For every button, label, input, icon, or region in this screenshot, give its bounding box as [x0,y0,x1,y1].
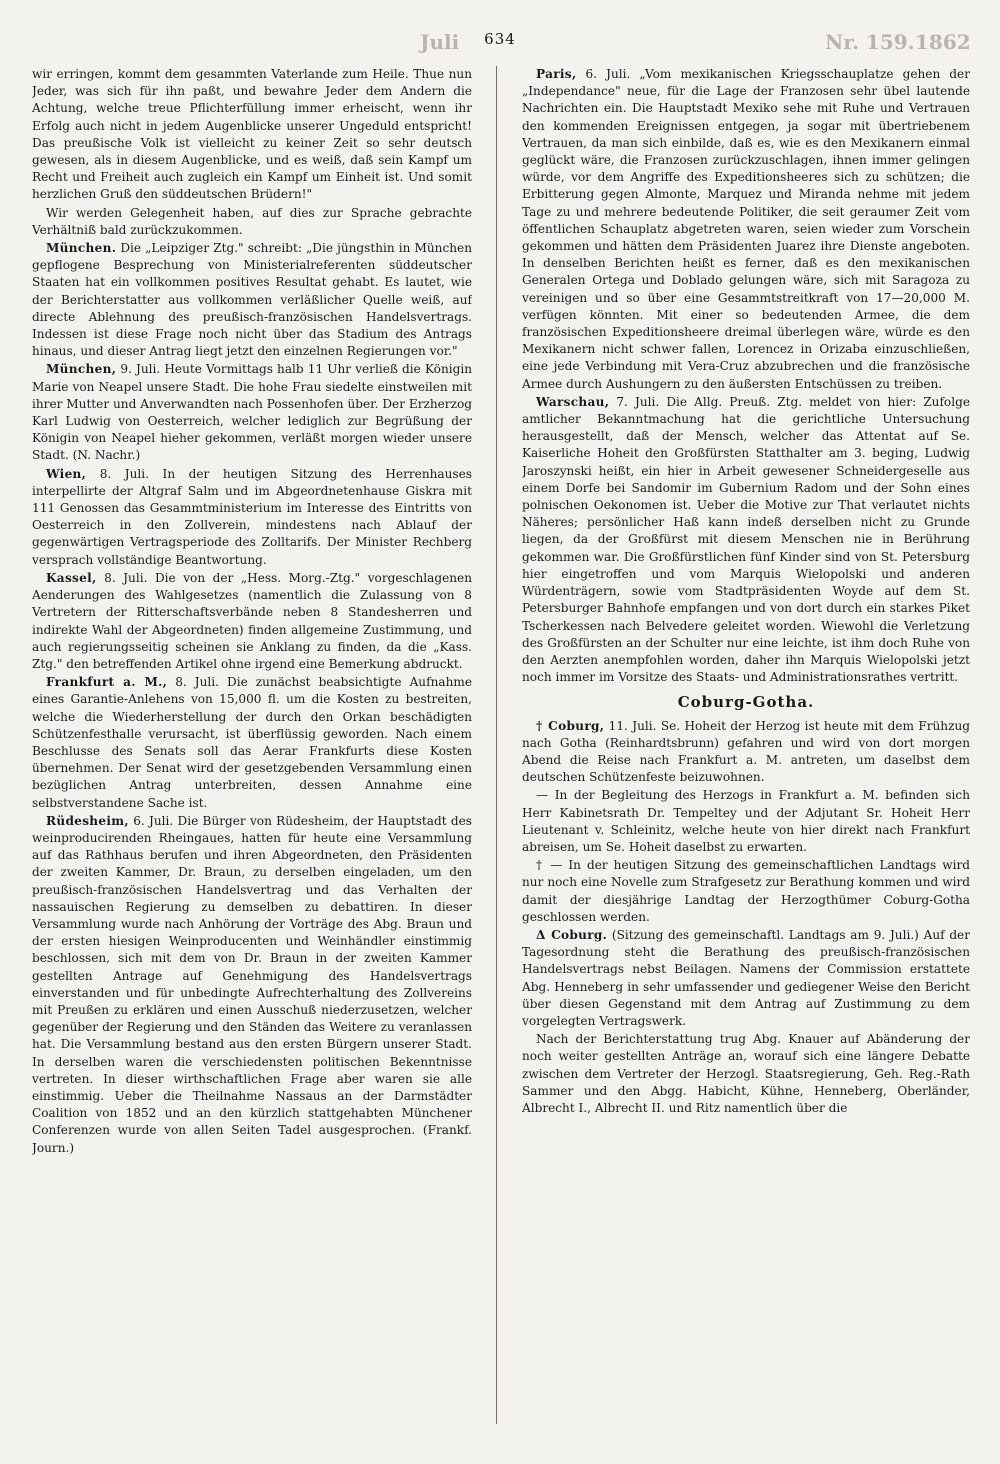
article-text: wir erringen, kommt dem gesammten Vaterlande zum Heile. Thue nun Jeder, was sich für ihn paßt, und bewahre Jeder dem Andern die Achtung, welche treue Pflichterfüllung immer erheischt, wenn ihr Erfolg auch nicht in jedem Augenblicke unserer Ungeduld entspricht! Das preußische Volk ist vielleicht zu keiner Zeit so sehr deutsch gewesen, als in diesem Augenblicke, und es weiß, daß sein Kampf um Recht und Freiheit auch zugleich ein Kampf um Einheit ist. Und somit herzlichen Gruß den süddeutschen Brüdern!" [32,67,472,202]
right-column [522,66,970,1424]
article-text: 7. Juli. Die Allg. Preuß. Ztg. meldet von hier: Zufolge amtlicher Bekanntmachung hat die gerichtliche Untersuchung herausgestellt, daß der Mensch, welcher das Attentat auf Se. Kaiserliche Hoheit den Großfürsten Statthalter am 3. beging, Ludwig Jaroszynski heißt, ein hier in Arbeit gewesener Schneidergeselle aus einem Dorfe bei Sandomir im Gubernium Radom und der Sohn eines polnischen Oekonomen ist. Ueber die Motive zur That verlautet nichts Näheres; persönlicher Haß kann indeß derselben nicht zu Grunde liegen, da der Großfürst mit diesem Menschen nie in Berührung gekommen war. Die Großfürstlichen fünf Kinder sind von St. Petersburg hier eingetroffen und vom Marquis Wielopolski und anderen Würdenträgern, sowie vom Stadtpräsidenten Woyde auf dem St. Petersburger Bahnhofe empfangen und von dort durch ein starkes Piket Tscherkessen nach Belvedere geleitet worden. Wiewohl die Verletzung des Großfürsten an der Schulter nur eine leichte, ist ihm doch Ruhe von den Aerzten anempfohlen worden, daher ihn Marquis Wielopolski jetzt noch immer im Vorsitze des Staats- und Administrationsrathes vertritt. [522,394,970,685]
left-column [32,66,472,1424]
page-number: 634 [484,30,516,48]
dateline-place: Warschau, [536,394,610,409]
article-paragraph [32,674,472,812]
dateline-place: † Coburg, [536,718,605,733]
dateline-place: Paris, [536,67,577,81]
dateline-place: Δ Coburg. [536,927,608,942]
bleed-through-text: Juli [420,30,460,54]
article-paragraph [32,813,472,1157]
section-heading: Coburg-Gotha. [677,693,815,712]
article-text: 6. Juli. Die Bürger von Rüdesheim, der Hauptstadt des weinproducirenden Rheingaues, hatten für heute eine Versammlung auf das Rathhaus berufen und ihren Abgeordneten, den Präsidenten der zweiten Kammer, Dr. Braun, zu derselben eingeladen, um den preußisch-französischen Handelsvertrag und das Verhalten der nassauischen Regierung zu demselben zu debattiren. In dieser Versammlung wurde nach Anhörung der Vorträge des Abg. Braun und der ersten hiesigen Weinproducenten und Weinhändler einstimmig beschlossen, sich mit dem von Dr. Braun in der zweiten Kammer gestellten Antrage auf Genehmigung des Handelsvertrags einverstanden und für unbedingte Aufrechterhaltung des Zollvereins mit Preußen zu erklären und einen Ausschuß niederzusetzen, welcher gegenüber der Regierung und den Ständen das Weitere zu veranlassen hat. Die Versammlung bestand aus den ersten Bürgern unserer Stadt. In derselben waren die verschiedensten politischen Bekenntnisse vertreten. In dieser wirthschaftlichen Frage aber waren sie alle einstimmig. Ueber die Theilnahme Nassaus an der Darmstädter Coalition von 1852 und an den kürzlich stattgehabten Münchener Conferenzen wurde von allen Seiten Tadel ausgesprochen. (Frankf. Journ.) [32,813,472,1155]
article-paragraph [522,718,970,787]
article-paragraph [522,787,970,856]
bleed-through-text: Nr. 159. [825,30,915,54]
column-divider [496,66,497,1424]
article-text: 9. Juli. Heute Vormittags halb 11 Uhr verließ die Königin Marie von Neapel unsere Stadt. Die hohe Frau siedelte einstweilen mit ihrer Mutter und Anverwandten nach Possenhofen über. Der Erzherzog Karl Ludwig von Oesterreich, welcher lediglich zur Begrüßung der Königin von Neapel hieher gekommen, verläßt morgen wieder unsere Stadt. (N. Nachr.) [32,362,472,463]
article-text: 8. Juli. In der heutigen Sitzung des Herrenhauses interpellirte der Altgraf Salm und im Abgeordnetenhause Giskra mit 111 Genossen das Gesammtministerium im Interesse des Eintritts von Oesterreich in den Zollverein, mindestens nach Ablauf der gegenwärtigen Vertragsperiode des Zolltarifs. Der Minister Rechberg versprach vollständige Beantwortung. [32,466,472,567]
article-paragraph [522,927,970,1030]
article-text: † — In der heutigen Sitzung des gemeinschaftlichen Landtags wird nur noch eine Novelle zum Strafgesetz zur Berathung kommen und wird damit der diesjährige Landtag der Herzogthümer Coburg-Gotha geschlossen werden. [522,858,970,924]
dateline-place: Rüdesheim, [46,813,129,828]
article-text: Wir werden Gelegenheit haben, auf dies zur Sprache gebrachte Verhältniß bald zurückzukommen. [32,205,472,237]
article-text: (Sitzung des gemeinschaftl. Landtags am 9. Juli.) Auf der Tagesordnung steht die Berathung des preußisch-französischen Handelsvertrags nebst Beilagen. Namens der Commission erstattete Abg. Henneberg in sehr umfassender und gediegener Weise den Bericht über diesen Gegenstand mit dem Antrag auf Zustimmung zu dem vorgelegten Vertragswerk. [522,927,970,1028]
article-text: Nach der Berichterstattung trug Abg. Knauer auf Abänderung der noch weiter gestellten Anträge an, worauf sich eine längere Debatte zwischen dem Vertreter der Herzogl. Staatsregierung, Geh. Reg.-Rath Sammer und den Abgg. Habicht, Kühne, Henneberg, Oberländer, Albrecht I., Albrecht II. und Ritz namentlich über die [522,1032,970,1115]
article-text: 8. Juli. Die zunächst beabsichtigte Aufnahme eines Garantie-Anlehens von 15,000 fl. um die Kosten zu bestreiten, welche die Wiederherstellung der durch den Orkan beschädigten Schützenfesthalle verursacht, ist überflüssig geworden. Nach einem Beschlusse des Senats soll das Aerar Frankfurts diese Kosten übernehmen. Der Senat wird der gesetzgebenden Versammlung einen bezüglichen Antrag unterbreiten, dessen Annahme eine selbstverstandene Sache ist. [32,675,472,810]
article-text: Die „Leipziger Ztg." schreibt: „Die jüngsthin in München gepflogene Besprechung von Ministerialreferenten süddeutscher Staaten hat ein vollkommen positives Resultat gehabt. Es lautet, wie der Berichterstatter aus vollkommen verläßlicher Quelle weiß, auf directe Ablehnung des preußisch-französischen Handelsvertrags. Indessen ist diese Frage noch nicht über das Stadium des Antrags hinaus, und dieser Antrag liegt jetzt den einzelnen Regierungen vor." [32,241,472,359]
dateline-place: München. [46,241,117,256]
dateline-place: Wien, [46,466,87,481]
dateline-place: Kassel, [46,570,97,585]
article-text: 8. Juli. Die von der „Hess. Morg.-Ztg." vorgeschlagenen Aenderungen des Wahlgesetzes (namentlich die Zulassung von 8 Vertretern der Ritterschaftsverbände neben 8 Standesherren und indirekte Wahl der Abgeordneten) finden allgemeine Zustimmung, und auch regierungsseitig scheinen sie Anklang zu finden, da die „Kass. Ztg." den betreffenden Artikel ohne irgend eine Bemerkung abdruckt. [32,570,472,671]
dateline-place: München, [46,362,117,377]
article-text: 6. Juli. „Vom mexikanischen Kriegsschauplatze gehen der „Independance" neue, für die Lage der Franzosen sehr übel lautende Nachrichten ein. Die Hauptstadt Mexiko sehe mit Ruhe und Vertrauen den kommenden Ereignissen entgegen, ja sogar mit übertriebenem Vertrauen, da man sich einbilde, daß es, wie es den Mexikanern einmal geglückt wäre, die Franzosen zurückzuschlagen, ihnen immer gelingen würde, vor dem Angriffe des Expeditionsheeres sich zu schützen; die Erbitterung gegen Almonte, Marquez und Miranda nehme mit jedem Tage zu und mehrere bedeutende Politiker, die seit geraumer Zeit vom öffentlichen Schauplatz abgetreten waren, seien wieder zum Vorschein gekommen und hätten dem Präsidenten Juarez ihre Dienste angeboten. In denselben Berichten heißt es ferner, daß es den mexikanischen Generalen Ortega und Doblado gelungen wäre, sich mit Saragoza zu vereinigen und so über eine Gesammtstreitkraft von 17—20,000 M. verfügen könnten. Mit einer so bedeutenden Armee, die dem französischen Expeditionsheere dreimal überlegen wäre, würde es den Mexikanern nicht schwer fallen, Lorencez in Orizaba einzuschließen, eine jede Verbindung mit Vera-Cruz abzubrechen und die französische Armee durch Aushungern zu den äußersten Entschüssen zu treiben. [522,67,970,391]
article-paragraph [32,570,472,673]
article-paragraph [522,857,970,926]
article-text: — In der Begleitung des Herzogs in Frankfurt a. M. befinden sich Herr Kabinetsrath Dr. Tempeltey und der Adjutant Sr. Hoheit Herr Lieutenant v. Schleinitz, welche heute von hier direkt nach Frankfurt abreisen, um Se. Hoheit daselbst zu erwarten. [522,788,970,854]
article-paragraph [522,1031,970,1117]
article-paragraph [32,66,472,204]
article-paragraph [32,466,472,569]
article-paragraph [32,240,472,360]
dateline-place: Frankfurt a. M., [46,675,168,690]
article-paragraph [522,66,970,393]
article-text: 11. Juli. Se. Hoheit der Herzog ist heute mit dem Frühzug nach Gotha (Reinhardtsbrunn) gefahren und wird von dort morgen Abend die Reise nach Frankfurt a. M. antreten, um daselbst dem deutschen Schützenfeste beizuwohnen. [522,718,970,785]
article-paragraph [522,394,970,686]
article-paragraph [32,361,472,464]
article-paragraph [32,205,472,239]
bleed-through-text: 1862 [915,30,971,54]
